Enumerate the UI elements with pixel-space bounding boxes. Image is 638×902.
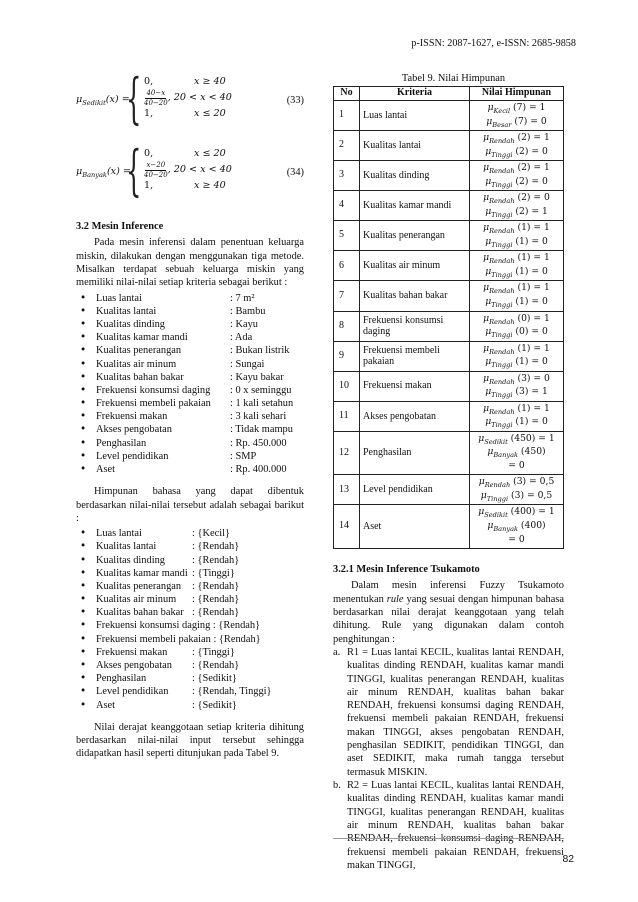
cell-kriteria: Aset bbox=[360, 505, 470, 549]
table-row bbox=[334, 475, 564, 505]
fuzzy-set-item: • Kualitas dinding : {Rendah} bbox=[76, 554, 304, 567]
table-row bbox=[334, 341, 564, 371]
page-number: 82 bbox=[562, 854, 574, 865]
table-header-kriteria: Kriteria bbox=[360, 87, 470, 101]
cell-kriteria: Luas lantai bbox=[360, 101, 470, 131]
cell-nilai: $\mu_{Rendah}$ (1) = 1 $\mu_{Tinggi}$ (1) = 0 bbox=[470, 251, 564, 281]
rule-item: a. R1 = Luas lantai KECIL, kualitas lantai RENDAH, kualitas dinding RENDAH, kualitas kamar mandi TINGGI, kualitas penerangan RENDAH, kualitas air minum RENDAH, kualitas bahan bakar RENDAH, frekuensi konsumsi daging RENDAH, frekuensi membeli pakaian RENDAH, frekuensi makan TINGGI, akses pengobatan RENDAH, penghasilan SEDIKIT, pendidikan TINGGI, dan aset SEDIKIT, maka rumah tangga tersebut termasuk MISKIN. bbox=[333, 646, 564, 778]
table-row bbox=[334, 251, 564, 281]
equation-lhs: $\mu_{Sedikit}(x)$ = bbox=[76, 94, 130, 107]
equation-lhs: $\mu_{Banyak}(x)$ = bbox=[76, 166, 131, 179]
cell-nilai: $\mu_{Rendah}$ (0) = 1 $\mu_{Tinggi}$ (0) = 0 bbox=[470, 311, 564, 341]
fuzzy-set-item: • Kualitas bahan bakar : {Rendah} bbox=[76, 606, 304, 619]
cell-kriteria: Kualitas air minum bbox=[360, 251, 470, 281]
section-heading: 3.2 Mesin Inference bbox=[76, 221, 164, 232]
fuzzy-set-item: • Kualitas penerangan : {Rendah} bbox=[76, 580, 304, 593]
fuzzy-set-item: • Frekuensi konsumsi daging : {Rendah} bbox=[76, 619, 304, 632]
fuzzy-set-item: • Frekuensi makan : {Tinggi} bbox=[76, 646, 304, 659]
subsection-heading: 3.2.1 Mesin Inference Tsukamoto bbox=[333, 564, 480, 576]
criteria-item: • Kualitas kamar mandi : Ada bbox=[76, 331, 304, 344]
table-row bbox=[334, 371, 564, 401]
fuzzy-set-item: • Akses pengobatan : {Rendah} bbox=[76, 659, 304, 672]
journal-header: p-ISSN: 2087-1627, e-ISSN: 2685-9858 bbox=[411, 38, 576, 49]
cell-kriteria: Akses pengobatan bbox=[360, 401, 470, 431]
cell-nilai: $\mu_{Rendah}$ (1) = 1 $\mu_{Tinggi}$ (1) = 0 bbox=[470, 221, 564, 251]
cell-kriteria: Kualitas lantai bbox=[360, 131, 470, 161]
criteria-item: • Akses pengobatan : Tidak mampu bbox=[76, 423, 304, 436]
equation-33 bbox=[76, 67, 304, 134]
criteria-item: • Kualitas dinding : Kayu bbox=[76, 318, 304, 331]
footer-divider bbox=[333, 838, 564, 839]
cell-nilai: $\mu_{Rendah}$ (1) = 1 $\mu_{Tinggi}$ (1) = 0 bbox=[470, 341, 564, 371]
table-row bbox=[334, 101, 564, 131]
cell-nilai: $\mu_{Rendah}$ (2) = 0 $\mu_{Tinggi}$ (2) = 1 bbox=[470, 191, 564, 221]
closing-paragraph: Nilai derajat keanggotaan setiap kriteria dihitung berdasarkan nilai-nilai input tersebut sehingga didapatkan hasil seperti ditunjukan pada Tabel 9. bbox=[76, 721, 304, 760]
cell-nilai: $\mu_{Rendah}$ (3) = 0 $\mu_{Tinggi}$ (3) = 1 bbox=[470, 371, 564, 401]
cell-nilai: $\mu_{Rendah}$ (1) = 1 $\mu_{Tinggi}$ (1) = 0 bbox=[470, 401, 564, 431]
equation-cases: 0, x ≤ 20 $\frac{x-20}{40-20}$ , 20 < x < 40 1, x ≥ 40 bbox=[144, 147, 232, 191]
cell-nilai: $\mu_{Rendah}$ (2) = 1 $\mu_{Tinggi}$ (2) = 0 bbox=[470, 161, 564, 191]
table-caption: Tabel 9. Nilai Himpunan bbox=[401, 73, 506, 84]
criteria-item: • Frekuensi konsumsi daging : 0 x seminggu bbox=[76, 384, 304, 397]
equation-number: (33) bbox=[286, 95, 304, 106]
right-column bbox=[333, 72, 564, 872]
cell-kriteria: Kualitas dinding bbox=[360, 161, 470, 191]
cell-no: 2 bbox=[334, 131, 360, 161]
left-brace: { bbox=[126, 139, 142, 202]
table-header-no: No bbox=[334, 87, 360, 101]
cell-kriteria: Kualitas penerangan bbox=[360, 221, 470, 251]
cell-nilai: $\mu_{Sedikit}$ (400) = 1 $\mu_{Banyak}$ (400) = 0 bbox=[470, 505, 564, 549]
section-paragraph: Pada mesin inferensi dalam penentuan keluarga miskin, dilakukan dengan menggunakan tiga metode. Misalkan terdapat sebuah keluarga miskin yang memiliki nilai-nilai setiap kriteria sebagai berikut : bbox=[76, 237, 304, 289]
cell-no: 4 bbox=[334, 191, 360, 221]
fuzzy-set-item: • Kualitas air minum : {Rendah} bbox=[76, 593, 304, 606]
cell-kriteria: Level pendidikan bbox=[360, 475, 470, 505]
criteria-item: • Level pendidikan : SMP bbox=[76, 450, 304, 463]
table-row bbox=[334, 161, 564, 191]
cell-nilai: $\mu_{Rendah}$ (2) = 1 $\mu_{Tinggi}$ (2) = 0 bbox=[470, 131, 564, 161]
fuzzy-set-item: • Kualitas kamar mandi : {Tinggi} bbox=[76, 567, 304, 580]
criteria-item: • Aset : Rp. 400.000 bbox=[76, 463, 304, 476]
criteria-item: • Penghasilan : Rp. 450.000 bbox=[76, 437, 304, 450]
criteria-item: • Kualitas bahan bakar : Kayu bakar bbox=[76, 371, 304, 384]
fuzzy-set-item: • Kualitas lantai : {Rendah} bbox=[76, 540, 304, 553]
criteria-list bbox=[76, 292, 304, 477]
fuzzy-set-item: • Frekuensi membeli pakaian : {Rendah} bbox=[76, 633, 304, 646]
left-column bbox=[76, 67, 304, 761]
fuzzy-set-list bbox=[76, 527, 304, 712]
left-brace: { bbox=[126, 67, 142, 130]
table-row bbox=[334, 401, 564, 431]
criteria-item: • Kualitas penerangan : Bukan listrik bbox=[76, 344, 304, 357]
fuzzy-intro-paragraph: Himpunan bahasa yang dapat dibentuk berdasarkan nilai-nilai tersebut adalah sebagai barikut : bbox=[76, 486, 304, 524]
cell-kriteria: Frekuensi membeli pakaian bbox=[360, 341, 470, 371]
cell-no: 6 bbox=[334, 251, 360, 281]
cell-no: 11 bbox=[334, 401, 360, 431]
membership-table bbox=[333, 86, 564, 549]
rule-item: b. R2 = Luas lantai KECIL, kualitas lantai RENDAH, kualitas dinding RENDAH, kualitas kamar mandi TINGGI, kualitas penerangan RENDAH, kualitas air minum RENDAH, kualitas bahan bakar RENDAH, frekuensi konsumsi daging RENDAH, frekuensi membeli pakaian RENDAH, frekuensi makan TINGGI, bbox=[333, 780, 564, 871]
cell-kriteria: Frekuensi konsumsi daging bbox=[360, 311, 470, 341]
cell-nilai: $\mu_{Rendah}$ (1) = 1 $\mu_{Tinggi}$ (1) = 0 bbox=[470, 281, 564, 311]
cell-kriteria: Penghasilan bbox=[360, 431, 470, 475]
cell-no: 7 bbox=[334, 281, 360, 311]
equation-number: (34) bbox=[286, 167, 304, 178]
fuzzy-set-item: • Luas lantai : {Kecil} bbox=[76, 527, 304, 540]
table-row bbox=[334, 505, 564, 549]
table-row bbox=[334, 221, 564, 251]
table-header-nilai: Nilai Himpunan bbox=[470, 87, 564, 101]
criteria-item: • Kualitas air minum : Sungai bbox=[76, 358, 304, 371]
cell-no: 13 bbox=[334, 475, 360, 505]
cell-no: 3 bbox=[334, 161, 360, 191]
criteria-item: • Kualitas lantai : Bambu bbox=[76, 305, 304, 318]
criteria-item: • Frekuensi membeli pakaian : 1 kali setahun bbox=[76, 397, 304, 410]
equation-34 bbox=[76, 139, 304, 206]
table-row bbox=[334, 191, 564, 221]
table-row bbox=[334, 431, 564, 475]
subsection-paragraph: Dalam mesin inferensi Fuzzy Tsukamoto menentukan rule yang sesuai dengan himpunan bahasa berdasarkan nilai derajat keanggotaan yang telah dihitung. Rule yang digunakan dalam contoh penghitungan : bbox=[333, 580, 564, 645]
cell-no: 8 bbox=[334, 311, 360, 341]
fuzzy-set-item: • Level pendidikan : {Rendah, Tinggi} bbox=[76, 685, 304, 698]
cell-no: 9 bbox=[334, 341, 360, 371]
equation-cases: 0, x ≥ 40 $\frac{40-x}{40-20}$ , 20 < x < 40 1, x ≤ 20 bbox=[144, 75, 232, 119]
table-row bbox=[334, 281, 564, 311]
cell-kriteria: Kualitas kamar mandi bbox=[360, 191, 470, 221]
cell-nilai: $\mu_{Sedikit}$ (450) = 1 $\mu_{Banyak}$ (450) = 0 bbox=[470, 431, 564, 475]
cell-no: 12 bbox=[334, 431, 360, 475]
fuzzy-set-item: • Penghasilan : {Sedikit} bbox=[76, 672, 304, 685]
cell-no: 1 bbox=[334, 101, 360, 131]
cell-kriteria: Kualitas bahan bakar bbox=[360, 281, 470, 311]
table-row bbox=[334, 131, 564, 161]
criteria-item: • Luas lantai : 7 m² bbox=[76, 292, 304, 305]
cell-kriteria: Frekuensi makan bbox=[360, 371, 470, 401]
cell-no: 10 bbox=[334, 371, 360, 401]
cell-nilai: $\mu_{Rendah}$ (3) = 0,5 $\mu_{Tinggi}$ (3) = 0,5 bbox=[470, 475, 564, 505]
cell-no: 14 bbox=[334, 505, 360, 549]
criteria-item: • Frekuensi makan : 3 kali sehari bbox=[76, 410, 304, 423]
table-row bbox=[334, 311, 564, 341]
fuzzy-set-item: • Aset : {Sedikit} bbox=[76, 699, 304, 712]
cell-nilai: $\mu_{Kecil}$ (7) = 1 $\mu_{Besar}$ (7) = 0 bbox=[470, 101, 564, 131]
cell-no: 5 bbox=[334, 221, 360, 251]
